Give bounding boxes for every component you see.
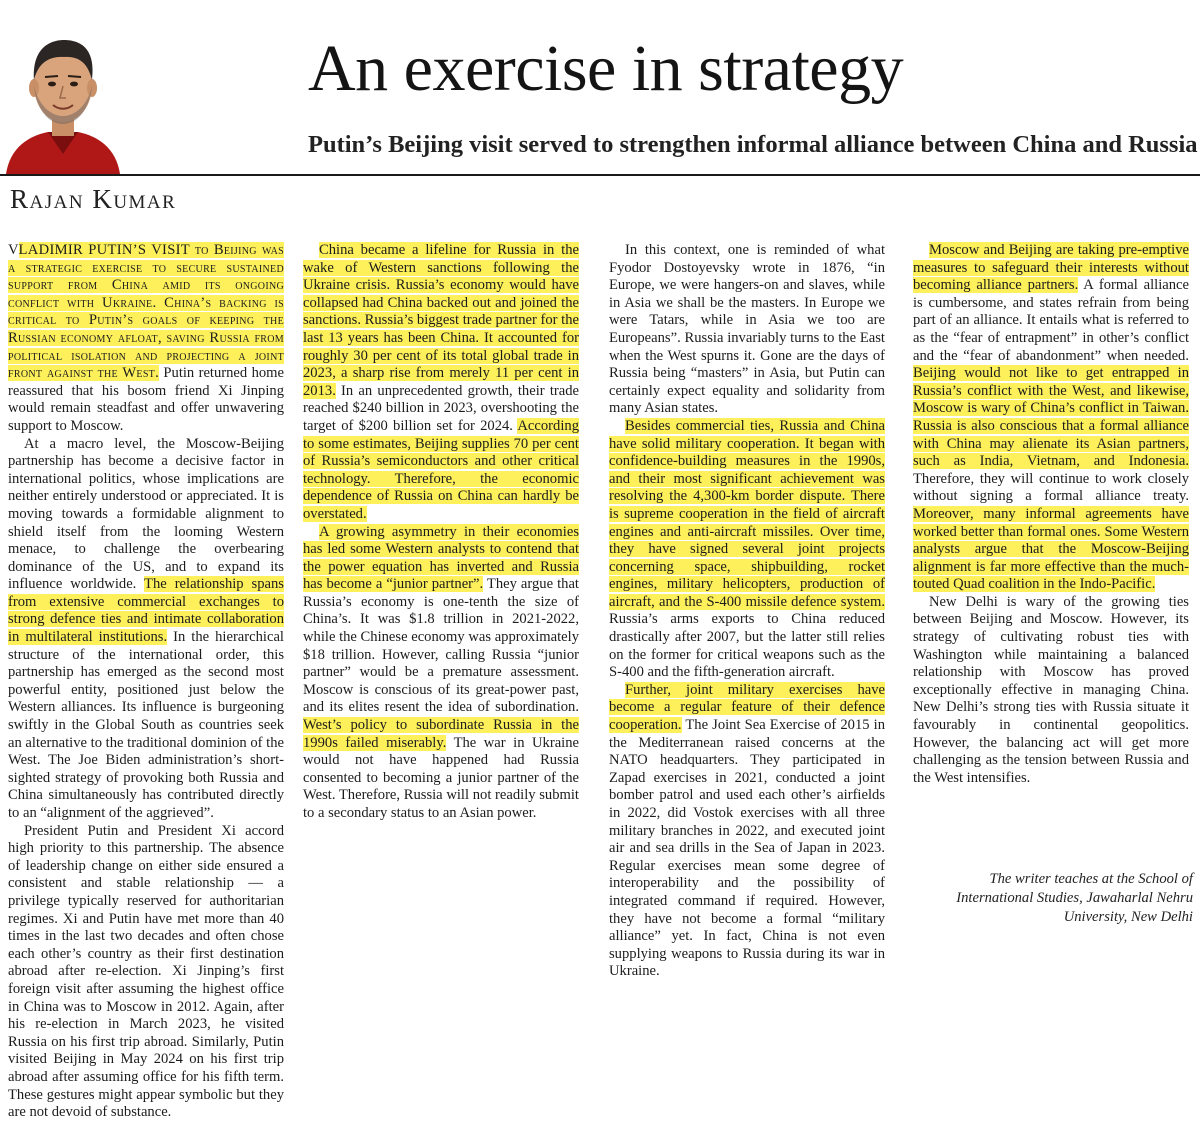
highlight: Besides commercial ties, Russia and China have solid military cooperation. It began with confidence-building measures in the 1990s, and their most significant achievement was resolving the 4,300-km border dispute. There is supreme cooperation in the field of aircraft engines and anti-aircraft missiles. Over time, they have signed several joint projects concerning space, shipbuilding, rocket engines, military helicopters, production of aircraft, and the S-400 missile defence system. xyxy=(609,417,885,610)
article-column-3 xyxy=(609,242,885,981)
text: The Joint Sea Exercise of 2015 in the Mediterranean raised concerns at the NATO headquarters. They participated in Zapad exercises in 2021, conducted a joint bomber patrol and used each other’s airfields in 2022, did Vostok exercises with all three military branches in 2022, and executed joint air and sea drills in the Sea of Japan in 2023. Regular exercises mean some degree of interoperability and the possibility of integrated command if required. However, they have not become a formal “military alliance” yet. In fact, China is not even supplying weapons to Russia during its war in Ukraine. xyxy=(609,717,885,980)
text: Russia’s arms exports to China reduced drastically after 2007, but the latter still relies on the former for critical weapons such as the S-400 and the fifth-generation aircraft. xyxy=(609,611,885,681)
text: The war in Ukraine would not have happened had Russia consented to becoming a junior partner of the West. Therefore, Russia will not readily submit to a secondary status to an Asian power. xyxy=(303,734,579,821)
paragraph-6 xyxy=(609,242,885,418)
highlight: A growing asymmetry in their economies has led some Western analysts to contend that the power equation has inverted and Russia has become a “junior partner”. xyxy=(303,523,579,593)
text: Therefore, they will continue to work closely without signing a formal alliance treaty. xyxy=(913,470,1189,505)
headline: An exercise in strategy xyxy=(308,32,904,105)
author-byline: Rajan Kumar xyxy=(10,184,177,214)
paragraph-5 xyxy=(303,524,579,823)
text: In this context, one is reminded of what Fyodor Dostoyevsky wrote in 1876, “in Europe, we were hangers-on and slaves, while in Asia we shall be the masters. In Europe we were Tatars, while in Asia we too are Europeans”. Russia invariably turns to the East when the West spurns it. Gone are the days of Russia being “masters” in Asia, but Putin can certainly expect equality and solidarity from many Asian states. xyxy=(609,242,885,417)
highlight: China became a lifeline for Russia in the wake of Western sanctions following the Ukraine crisis. Russia’s economy would have collapsed had China backed out and joined the sanctions. Russia’s biggest trade partner for the last 13 years has been China. It accounted for roughly 30 per cent of its total global trade in 2023, a sharp rise from merely 11 per cent in 2013. xyxy=(303,242,579,399)
paragraph-7 xyxy=(609,418,885,682)
highlight: Further, joint military exercises have become a regular feature of their defence cooperation. xyxy=(609,681,885,734)
paragraph-10 xyxy=(913,594,1189,788)
text: President Putin and President Xi accord high priority to this partnership. The absence of leadership change on either side ensured a consistent and stable relationship — a privilege typically reserved for authoritarian regimes. Xi and Putin have met more than 40 times in the last two decades and often chose each other’s country as their first destination abroad after re-election. Xi Jinping’s first foreign visit after assuming the highest office in China was to Moscow in 2012. Again, after his re-election in March 2023, he visited Russia on his first trip abroad. Similarly, Putin visited Beijing in May 2024 on his first trip abroad after assuming office for his fifth term. These gestures might appear symbolic but they are not devoid of substance. xyxy=(8,822,284,1121)
highlight: Beijing would not like to get entrapped in Russia’s conflict with the West, and likewise, Moscow is wary of China’s conflict in Taiwan. Russia is also conscious that a formal alliance with China may alienate its Asian partners, such as India, Vietnam, and Indonesia. xyxy=(913,365,1189,470)
highlight: LADIMIR PUTIN’S VISIT to Beijing was a strategic exercise to secure sustained support from China amid its ongoing conflict with Ukraine. China’s backing is critical to Putin’s goals of keeping the Russian economy afloat, saving Russia from political isolation and projecting a joint front against the West. xyxy=(8,242,284,382)
highlight: Moreover, many informal agreements have worked better than formal ones. Some Western analysts argue that the Moscow-Beijing alignment is far more effective than the much-touted Quad coalition in the Indo-Pacific. xyxy=(913,505,1189,593)
text: At a macro level, the Moscow-Beijing partnership has become a decisive factor in international politics, whose implications are neither entirely understood or appreciated. It is moving towards a formidable alignment to shield itself from the looming Western menace, to challenge the overbearing dominance of the US, and to expand its influence worldwide. xyxy=(8,435,284,593)
paragraph-4 xyxy=(303,242,579,524)
highlight: According to some estimates, Beijing supplies 70 per cent of Russia’s semiconductors and other critical technology. Therefore, the economic dependence of Russia on China can hardly be overstated. xyxy=(303,417,579,522)
highlight: West’s policy to subordinate Russia in the 1990s failed miserably. xyxy=(303,717,579,751)
text: In an unprecedented growth, their trade reached $240 billion in 2023, overshooting the target of $200 billion set for 2024. xyxy=(303,382,579,434)
text: New Delhi is wary of the growing ties between Beijing and Moscow. However, its strategy of cultivating robust ties with Washington while maintaining a balanced relationship with Moscow has proved exceptionally effective in managing China. New Delhi’s strong ties with Russia situate it favourably in continental geopolitics. However, the balancing act will get more challenging as the tension between Russia and the West intensifies. xyxy=(913,593,1189,786)
paragraph-1 xyxy=(8,242,284,436)
text: A formal alliance is cumbersome, and states refrain from being part of an alliance. It entails what is referred to as the “fear of entrapment” in other’s conflict and the “fear of abandonment” when needed. xyxy=(913,277,1189,364)
paragraph-9 xyxy=(913,242,1189,594)
text: In the hierarchical structure of the international order, this partnership has emerged as the second most powerful entity, positioned just below the Western alliances. Its influence is burgeoning swiftly in the Global South as countries seek an alternative to the traditional dominion of the West. The Joe Biden administration’s short-sighted strategy of provoking both Russia and China simultaneously has contributed directly to an “alignment of the aggrieved”. xyxy=(8,629,284,821)
header-divider xyxy=(0,174,1200,176)
subheadline: Putin’s Beijing visit served to strengthen informal alliance between China and Russia xyxy=(308,131,1198,158)
text: Putin returned home reassured that his bosom friend Xi Jinping would remain steadfast and offer unwavering support to Moscow. xyxy=(8,365,284,434)
paragraph-2 xyxy=(8,436,284,823)
text: They argue that Russia’s economy is one-tenth the size of China’s. It was $1.8 trillion in 2021-2022, while the Chinese economy was approximately $18 trillion. However, calling Russia “junior partner” would be a premature assessment. Moscow is conscious of its great-power past, and its elites resent the idea of subordination. xyxy=(303,576,579,716)
article-column-4 xyxy=(913,242,1189,787)
article-column-2 xyxy=(303,242,579,823)
article-column-1 xyxy=(8,242,284,1122)
highlight: The relationship spans from extensive commercial exchanges to strong defence ties and intimate collaboration in multilateral institutions. xyxy=(8,576,284,646)
writer-note: The writer teaches at the School of International Studies, Jawaharlal Nehru University, New Delhi xyxy=(956,871,1193,925)
author-portrait xyxy=(4,28,122,174)
paragraph-8 xyxy=(609,682,885,981)
highlight: Moscow and Beijing are taking pre-emptive measures to safeguard their interests without becoming alliance partners. xyxy=(913,242,1189,294)
drop-cap: V xyxy=(8,242,19,258)
paragraph-3 xyxy=(8,823,284,1122)
